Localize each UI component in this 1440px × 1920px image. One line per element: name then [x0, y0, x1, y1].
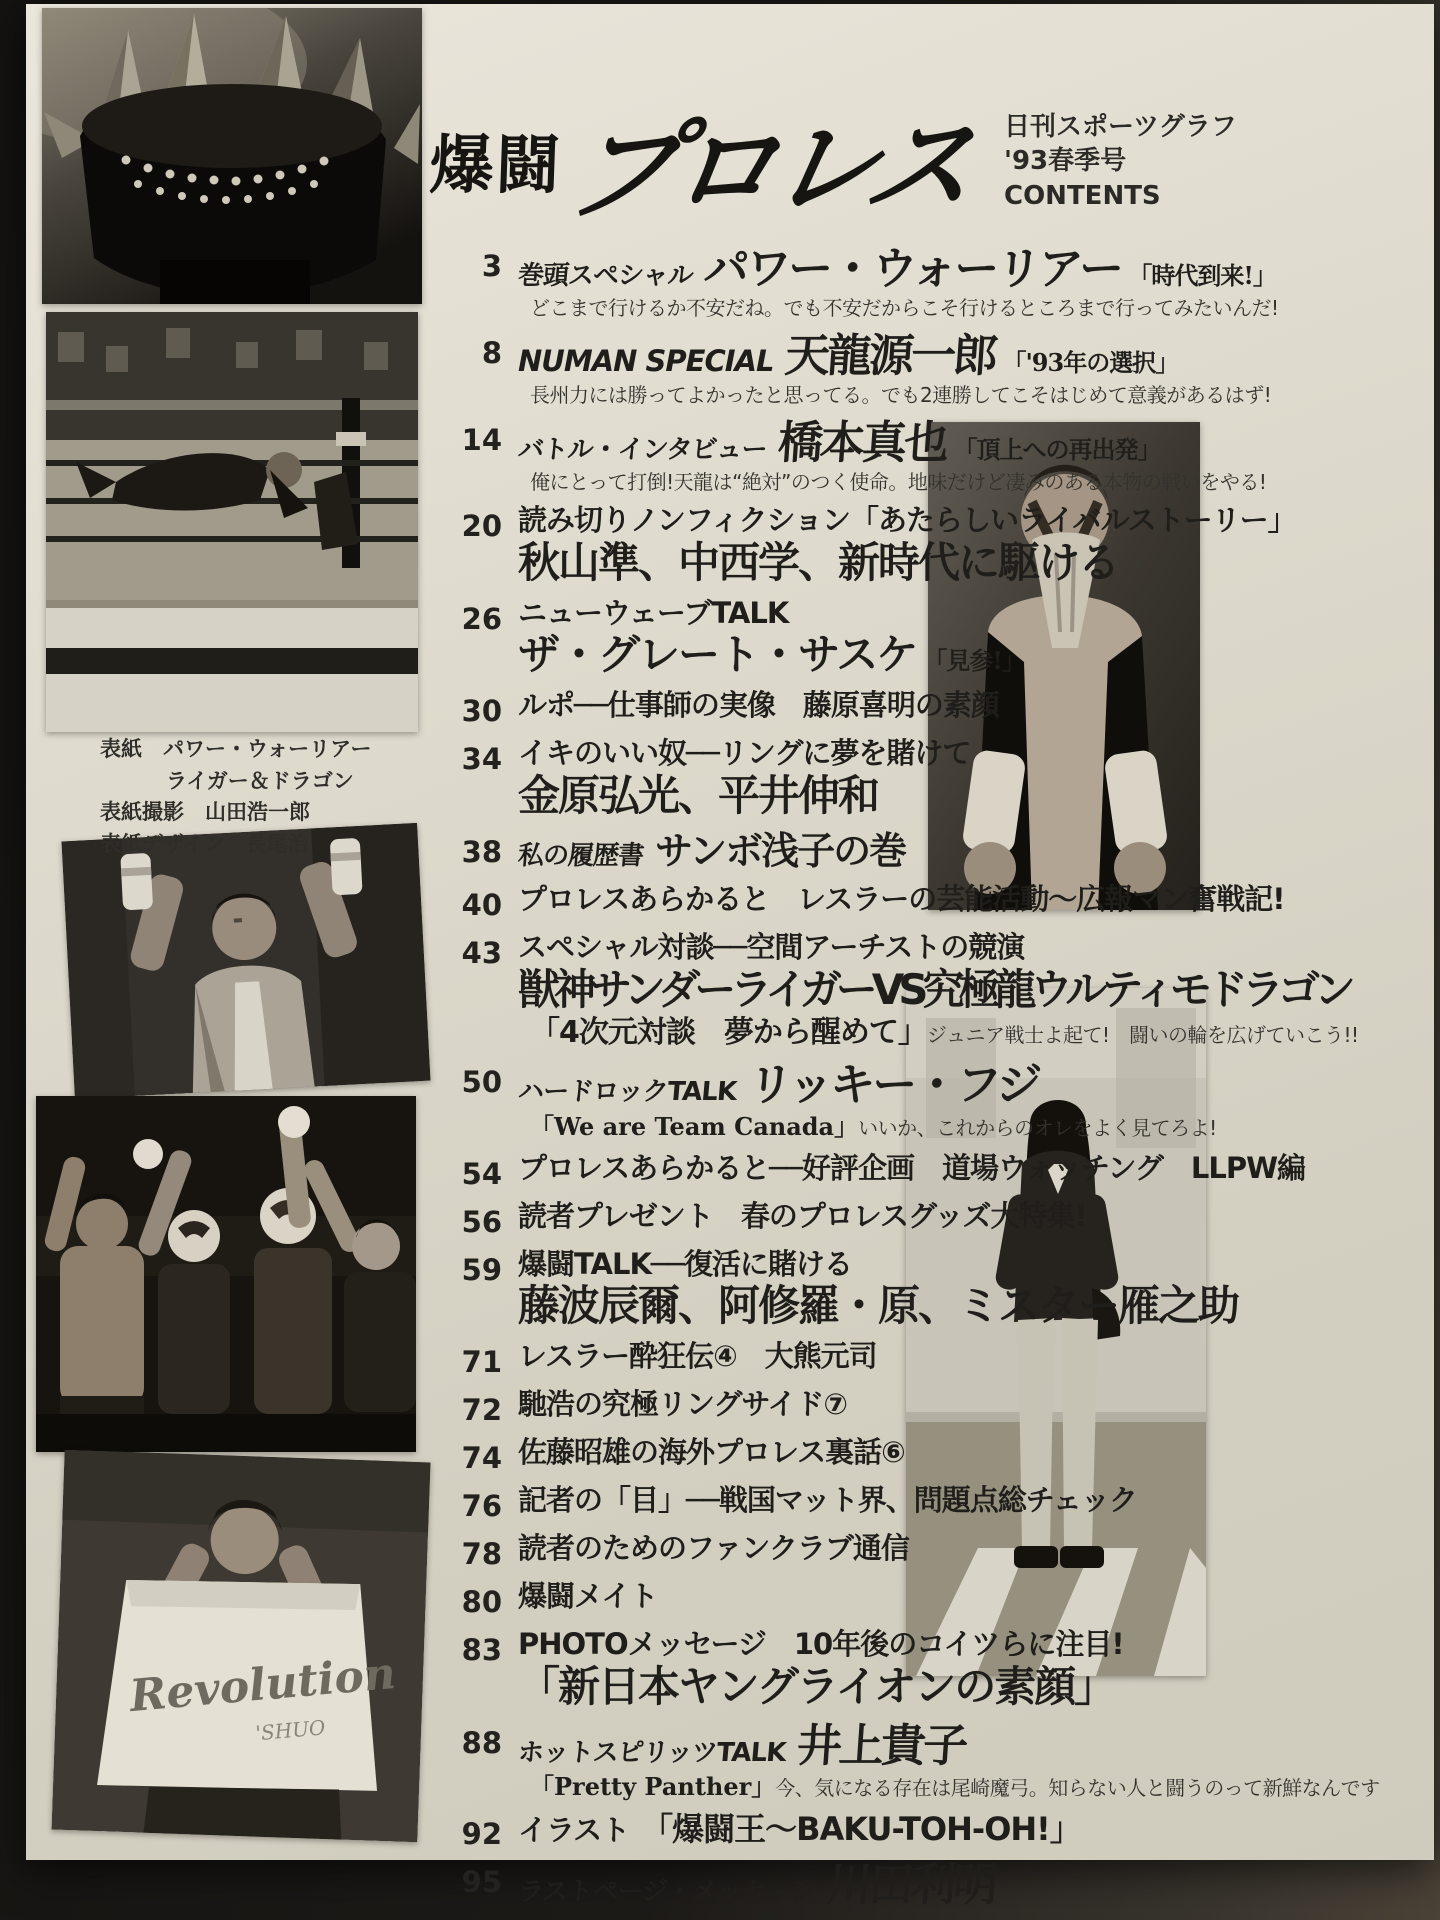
toc-text-segment: ジュニア戦士よ起て! 闘いの輪を広げていこう!!: [926, 1022, 1359, 1047]
toc-text-segment: 巻頭スペシャル: [516, 261, 694, 291]
toc-entry-body: [518, 687, 1198, 728]
toc-entry-titleline: [518, 1532, 1198, 1564]
toc-page-number: 95: [461, 1865, 502, 1900]
toc-entry-subline: [530, 1774, 1380, 1801]
toc-text-segment: 今、気になる存在は尾崎魔弓。知らない人と闘うのって新鮮なんです: [775, 1776, 1380, 1801]
toc-text-segment: 「見参!」: [923, 646, 1025, 676]
toc-entry-body: [518, 1810, 1198, 1851]
toc-text-segment: スペシャル対談──空間アーチストの競演: [518, 930, 1025, 965]
toc-entry-titleline: [518, 1340, 1198, 1372]
toc-page-number: 78: [461, 1537, 502, 1572]
toc-text-segment: ハードロックTALK: [516, 1077, 738, 1108]
toc-page-number: 38: [461, 834, 502, 869]
toc-page-number: 72: [461, 1393, 502, 1428]
svg-text:'SHUO: 'SHUO: [254, 1715, 327, 1746]
toc-entry: [454, 828, 1198, 875]
toc-text-segment: ルポ──仕事師の実像 藤原喜明の素顔: [518, 688, 999, 723]
toc-entry-subline: [530, 1111, 1217, 1141]
toc-text-segment: プロレスあらかると レスラーの芸能活動〜広報マン奮戦記!: [518, 882, 1285, 917]
toc-entry-body: [518, 242, 1279, 322]
magazine-contents-page: [26, 4, 1434, 1912]
toc-text-segment: 獣神サンダーライガーVS究極龍ウルティモドラゴン: [518, 964, 1350, 1014]
toc-entry-body: [518, 1719, 1380, 1803]
toc-text-segment: 「時代到来!」: [1128, 261, 1276, 290]
toc-text-segment: 読者プレゼント 春のプロレスグッズ大特集!: [518, 1198, 1087, 1233]
toc-entry: [454, 1058, 1217, 1142]
toc-text-segment: 「新日本ヤングライオンの素顔」: [518, 1661, 1115, 1711]
toc-page-number: 40: [461, 888, 502, 923]
toc-text-segment: 天龍源一郎: [783, 328, 998, 382]
toc-entry: [454, 1246, 1239, 1332]
toc-page-number: 43: [461, 936, 502, 971]
toc-text-segment: パワー・ウォーリアー: [702, 242, 1124, 295]
toc-text-segment: 秋山準、中西学、新時代に駆ける: [518, 537, 1119, 587]
toc-page-number: 56: [461, 1204, 502, 1239]
toc-entry-titleline: [516, 1718, 1380, 1772]
toc-text-segment: 「'93年の選択」: [1002, 347, 1179, 377]
toc-entry-body: [518, 1058, 1217, 1142]
toc-entry-body: [518, 929, 1359, 1051]
toc-entry-body: [518, 329, 1271, 409]
toc-entry-titleline: [518, 931, 1359, 963]
toc-page-number: 76: [461, 1489, 502, 1524]
toc-text-segment: 佐藤昭雄の海外プロレス裏話⑥: [518, 1435, 905, 1470]
toc-entry-body: [518, 1434, 1198, 1475]
toc-text-segment: どこまで行けるか不安だね。でも不安だからこそ行けるところまで行ってみたいんだ!: [530, 296, 1279, 321]
toc-entry-titleline: [518, 966, 1359, 1013]
toc-entry-titleline: [518, 244, 1279, 294]
cover-credits: [100, 734, 372, 860]
toc-list: [454, 242, 1380, 1919]
toc-text-segment: 「爆闘王〜BAKU-TOH-OH!」: [657, 1810, 1081, 1849]
toc-entry: [454, 1482, 1198, 1523]
toc-entry-titleline: [518, 689, 1198, 721]
masked-wrestlers-art: [36, 1096, 416, 1452]
toc-entry-body: [518, 1530, 1198, 1571]
toc-entry: [454, 1810, 1198, 1851]
toc-entry-titleline: [518, 1152, 1305, 1184]
fists-raised-art: [61, 823, 430, 1099]
toc-entry-titleline: [516, 415, 1266, 469]
toc-text-segment: 「頂上への再出発」: [953, 434, 1161, 464]
toc-text-segment: 読み切りノンフィクション「あたらしいライバルストーリー」: [518, 503, 1296, 538]
ring-action-art: [46, 312, 418, 732]
toc-page-number: 26: [461, 601, 502, 636]
toc-entry: [454, 1434, 1198, 1475]
toc-entry: [454, 1198, 1198, 1239]
toc-page-number: 14: [461, 422, 502, 457]
toc-text-segment: 爆闘TALK──復活に賭ける: [518, 1246, 852, 1281]
toc-entry-titleline: [518, 772, 1198, 819]
toc-entry: [454, 328, 1272, 409]
toc-entry-titleline: [518, 1388, 1198, 1420]
toc-page-number: 34: [461, 742, 502, 777]
toc-entry-body: [518, 595, 1198, 681]
toc-entry-titleline: [518, 1628, 1198, 1660]
toc-page-number: 71: [461, 1345, 502, 1380]
toc-entry: [454, 881, 1285, 923]
toc-entry-body: [518, 735, 1198, 821]
toc-entry-body: [518, 881, 1285, 922]
toc-text-segment: バトル・インタビュー: [516, 434, 768, 465]
toc-page-number: 83: [461, 1633, 502, 1668]
toc-entry-titleline: [518, 328, 1271, 382]
toc-entry: [454, 687, 1198, 728]
toc-text-segment: 川田利明: [825, 1858, 998, 1912]
toc-entry-subline: [530, 471, 1266, 493]
toc-text-segment: 私の履歴書: [516, 840, 645, 871]
toc-entry-titleline: [518, 504, 1296, 536]
fists-raised-photo: [61, 823, 430, 1099]
toc-text-segment: イラスト: [518, 1813, 658, 1848]
toc-page-number: 92: [461, 1817, 502, 1852]
toc-entry-body: [518, 1386, 1198, 1427]
toc-text-segment: 「4次元対談 夢から醒めて」: [530, 1014, 927, 1050]
toc-text-segment: 読者のためのファンクラブ通信: [518, 1531, 909, 1566]
toc-entry: [454, 1626, 1198, 1712]
toc-entry-titleline: [518, 883, 1285, 915]
toc-text-segment: 井上貴子: [795, 1718, 968, 1772]
toc-entry-titleline: [518, 1248, 1238, 1280]
toc-text-segment: 「Pretty Panther」: [530, 1772, 776, 1802]
tshirt-photo: [51, 1450, 430, 1843]
toc-text-segment: ザ・グレート・サスケ: [518, 630, 917, 680]
toc-entry-body: [518, 1198, 1198, 1239]
toc-entry-titleline: [518, 631, 1198, 678]
credit-line-photo: 表紙撮影 山田浩一郎: [100, 800, 310, 824]
toc-page-number: 8: [481, 335, 502, 370]
toc-text-segment: 藤波辰爾、阿修羅・原、ミスター雁之助: [518, 1281, 1239, 1331]
toc-text-segment: ホットスピリッツTALK: [516, 1737, 787, 1768]
toc-text-segment: イキのいい奴──リングに夢を賭けて: [518, 736, 971, 771]
logo-text-puroresu: プロレス: [557, 103, 980, 236]
toc-entry-subline: [530, 1016, 1359, 1050]
contents-label: CONTENTS: [1004, 180, 1161, 211]
toc-entry-titleline: [518, 597, 1198, 629]
toc-page-number: 30: [461, 694, 502, 729]
toc-entry-titleline: [518, 539, 1296, 586]
toc-entry-subline: [530, 384, 1271, 406]
issue-info: [1004, 110, 1237, 213]
toc-entry-titleline: [518, 1663, 1198, 1710]
toc-entry: [454, 929, 1359, 1051]
toc-entry: [454, 1150, 1306, 1191]
toc-text-segment: レスラー酔狂伝④ 大熊元司: [518, 1339, 877, 1374]
toc-entry-titleline: [518, 1200, 1198, 1232]
toc-entry: [454, 595, 1198, 681]
toc-text-segment: 「We are Team Canada」: [530, 1111, 859, 1141]
toc-entry-body: [518, 1246, 1238, 1332]
toc-entry-titleline: [518, 1812, 1198, 1848]
toc-text-segment: 長州力には勝ってよかったと思ってる。でも2連勝してこそはじめて意義があるはず!: [530, 383, 1272, 408]
toc-text-segment: 橋本真也: [776, 415, 949, 469]
issue-season: '93春季号: [1004, 146, 1127, 177]
tshirt-script-text: Revolution: [127, 1648, 398, 1723]
spiked-armor-art: [42, 8, 422, 304]
credit-line-cover2: ライガー＆ドラゴン: [166, 768, 354, 793]
toc-entry-body: [518, 1858, 1198, 1912]
logo-text-bakuto: 爆闘: [428, 128, 564, 203]
ring-action-photo: [46, 312, 418, 732]
toc-entry: [454, 1578, 1198, 1619]
toc-page-number: 59: [461, 1252, 502, 1287]
toc-text-segment: ニューウェーブTALK: [518, 595, 789, 630]
toc-text-segment: リッキー・フジ: [746, 1058, 1041, 1112]
toc-entry: [454, 1338, 1198, 1379]
masked-wrestlers-photo: [36, 1096, 416, 1452]
toc-entry-body: [518, 416, 1266, 496]
toc-entry: [454, 502, 1296, 588]
toc-entry-titleline: [518, 1484, 1198, 1516]
toc-entry-body: [518, 1338, 1198, 1379]
toc-page-number: 74: [461, 1441, 502, 1476]
credit-line-design: 表紙デザイン 長尾治: [100, 831, 309, 856]
toc-page-number: 50: [461, 1065, 502, 1100]
toc-text-segment: 馳浩の究極リングサイド⑦: [518, 1387, 847, 1422]
toc-entry: [454, 735, 1198, 821]
toc-text-segment: サンボ浅子の巻: [655, 828, 906, 873]
toc-text-segment: 俺にとって打倒!天龍は“絶対”のつく使命。地味だけど凄みのある本物の戦いをやる!: [530, 469, 1267, 494]
toc-text-segment: 爆闘メイト: [518, 1579, 658, 1614]
toc-entry: [454, 415, 1267, 496]
toc-text-segment: 記者の「目」──戦国マット界、問題点総チェック: [518, 1483, 1137, 1518]
toc-entry-body: [518, 1626, 1198, 1712]
toc-entry-titleline: [518, 737, 1198, 769]
toc-entry-titleline: [518, 1282, 1238, 1329]
toc-text-segment: プロレスあらかると──好評企画 道場ウォッチング LLPW編: [518, 1150, 1306, 1185]
toc-entry-titleline: [518, 1060, 1217, 1110]
tshirt-art: [51, 1450, 430, 1843]
toc-page-number: 3: [481, 249, 502, 283]
magazine-logo: [428, 82, 980, 237]
toc-entry-titleline: [518, 1860, 1198, 1910]
toc-page-number: 80: [461, 1585, 502, 1620]
toc-text-segment: NUMAN SPECIAL: [518, 343, 774, 378]
credit-line-cover: 表紙 パワー・ウォーリアー: [100, 737, 372, 761]
toc-entry: [454, 1718, 1380, 1803]
toc-entry-body: [518, 1150, 1305, 1191]
toc-entry-subline: [530, 297, 1279, 319]
toc-entry: [454, 1530, 1198, 1571]
toc-text-segment: ラストページ・メッセージ: [516, 1877, 817, 1908]
toc-entry-body: [518, 502, 1296, 588]
issue-publisher: 日刊スポーツグラフ: [1004, 112, 1237, 142]
toc-entry: [454, 1386, 1198, 1427]
toc-entry-body: [518, 828, 1198, 875]
toc-entry-titleline: [518, 1436, 1198, 1468]
toc-entry-body: [518, 1482, 1198, 1523]
spiked-armor-photo: [42, 8, 422, 304]
toc-text-segment: 金原弘光、平井伸和: [518, 770, 879, 820]
toc-page-number: 88: [461, 1725, 502, 1760]
toc-text-segment: いいか、これからのオレをよく見てろよ!: [858, 1115, 1217, 1140]
toc-entry: [454, 242, 1279, 322]
toc-page-number: 54: [461, 1156, 502, 1191]
toc-entry: [454, 1858, 1198, 1912]
toc-entry-titleline: [518, 830, 1198, 873]
toc-text-segment: PHOTOメッセージ 10年後のコイツらに注目!: [518, 1627, 1124, 1662]
toc-entry-titleline: [518, 1580, 1198, 1612]
toc-page-number: 20: [461, 509, 502, 544]
toc-entry-body: [518, 1578, 1198, 1619]
